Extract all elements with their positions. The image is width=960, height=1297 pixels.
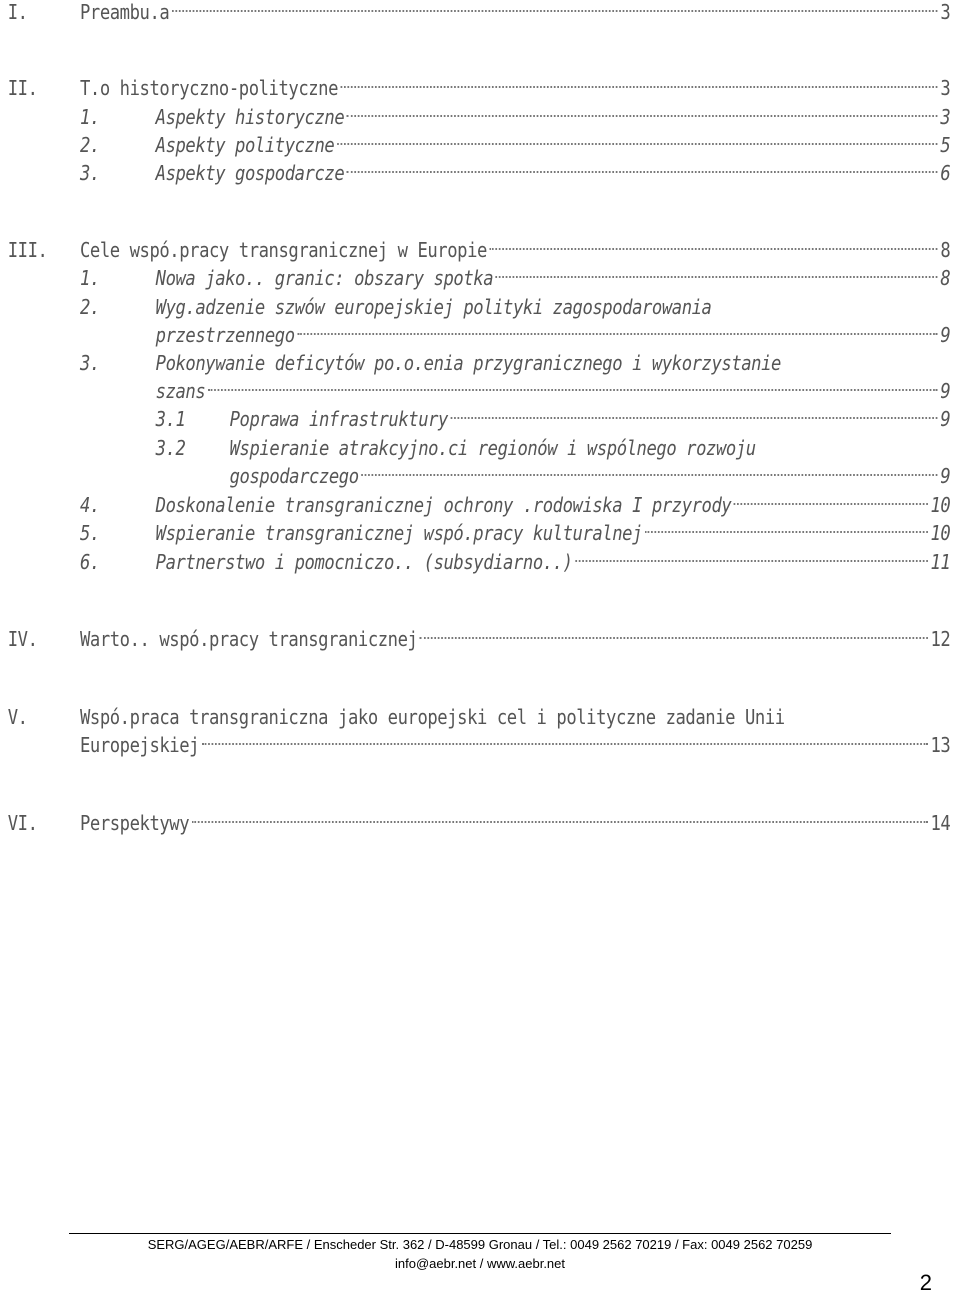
toc-entry-line — [156, 518, 951, 548]
toc-page: 3 — [940, 76, 951, 100]
toc-title: Poprawa infrastruktury — [229, 407, 448, 431]
toc-number: 1. — [79, 105, 100, 129]
leader-dots — [420, 637, 928, 639]
toc-number: III. — [7, 238, 48, 262]
toc-page: 11 — [930, 550, 951, 574]
leader-dots — [575, 560, 928, 562]
toc-entry-wspieranie-atrakcyjnosci-cont[interactable] — [0, 461, 951, 491]
page-number: 2 — [919, 1270, 932, 1295]
toc-number: 5. — [79, 521, 100, 545]
toc-page: 9 — [940, 323, 951, 347]
toc-title: Perspektywy — [79, 811, 190, 835]
toc-entry-wygladzenie-szwow-cont[interactable] — [0, 320, 951, 350]
footer-contact: info@aebr.net / www.aebr.net — [394, 1256, 566, 1271]
toc-entry-line — [80, 0, 950, 27]
toc-entry-line — [156, 263, 951, 293]
leader-dots — [192, 821, 928, 823]
leader-dots — [645, 531, 928, 533]
leader-dots — [202, 743, 928, 745]
leader-dots — [297, 333, 938, 335]
leader-dots — [361, 474, 938, 476]
toc-entry-line — [80, 624, 950, 654]
toc-entry-wspolpraca-cel-europejski-cont[interactable] — [0, 730, 951, 760]
toc-number: 3. — [79, 161, 100, 185]
toc-entry-preambula[interactable] — [0, 0, 951, 27]
footer-address: SERG/AGEG/AEBR/ARFE / Enscheder Str. 362 / D-48599 Gronau / Tel.: 0049 2562 70219 / Fax: 0049 2562 70259 — [147, 1237, 813, 1252]
leader-dots — [208, 389, 938, 391]
toc-page: 9 — [940, 407, 951, 431]
leader-dots — [341, 86, 938, 88]
toc-title: Partnerstwo i pomocniczo.. (subsydiarno..) — [155, 550, 573, 574]
toc-title: Wspó.praca transgraniczna jako europejski cel i polityczne zadanie Unii — [79, 705, 785, 729]
toc-entry-perspektywy[interactable] — [0, 808, 951, 838]
toc-page: 3 — [940, 105, 951, 129]
toc-entry-wspolpraca-cel-europejski[interactable] — [0, 702, 826, 732]
toc-number: 2. — [79, 133, 100, 157]
toc-number: 1. — [79, 266, 100, 290]
toc-entry-line — [80, 808, 950, 838]
toc-title-continued: szans — [155, 379, 206, 403]
toc-title-continued: Europejskiej — [79, 733, 200, 757]
toc-entry-line — [80, 73, 950, 103]
toc-entry-pokonywanie-deficytow[interactable] — [0, 348, 826, 378]
toc-title: T.o historyczno-polityczne — [79, 76, 339, 100]
toc-title: Wspieranie atrakcyjno.ci regionów i wspólnego rozwoju — [229, 436, 756, 460]
toc-entry-line — [156, 376, 951, 406]
toc-title: Pokonywanie deficytów po.o.enia przygranicznego i wykorzystanie — [155, 351, 781, 375]
toc-entry-line — [230, 461, 951, 491]
toc-entry-wartosc-wspolpracy[interactable] — [0, 624, 951, 654]
toc-page: 12 — [930, 627, 951, 651]
toc-title: Warto.. wspó.pracy transgranicznej — [79, 627, 418, 651]
toc-page: 10 — [930, 521, 951, 545]
toc-entry-line — [156, 320, 951, 350]
toc-title: Doskonalenie transgranicznej ochrony .rodowiska I przyrody — [155, 493, 732, 517]
toc-page: 8 — [940, 266, 951, 290]
toc-title: Aspekty gospodarcze — [155, 161, 345, 185]
toc-entry-line — [80, 730, 950, 760]
toc-number: 3.2 — [155, 436, 186, 460]
leader-dots — [451, 417, 938, 419]
toc-entry-aspekty-gospodarcze[interactable] — [0, 158, 951, 188]
toc-entry-line — [156, 102, 951, 132]
toc-entry-line — [156, 490, 951, 520]
toc-title: Aspekty historyczne — [155, 105, 345, 129]
toc-entry-poprawa-infrastruktury[interactable] — [0, 404, 951, 434]
toc-title-continued: gospodarczego — [229, 464, 359, 488]
toc-entry-tlo-historyczno-polityczne[interactable] — [0, 73, 951, 103]
toc-page: 10 — [930, 493, 951, 517]
toc-entry-doskonalenie-ochrony[interactable] — [0, 490, 951, 520]
toc-number: V. — [7, 705, 28, 729]
toc-page: 9 — [940, 464, 951, 488]
toc-entry-line — [156, 547, 951, 577]
leader-dots — [496, 276, 938, 278]
toc-page: 6 — [940, 161, 951, 185]
toc-entry-line — [156, 130, 951, 160]
leader-dots — [347, 115, 938, 117]
toc-page: 9 — [940, 379, 951, 403]
toc-entry-line — [230, 404, 951, 434]
toc-title: Cele wspó.pracy transgranicznej w Europie — [79, 238, 487, 262]
toc-entry-pokonywanie-deficytow-cont[interactable] — [0, 376, 951, 406]
toc-number: IV. — [7, 627, 38, 651]
toc-page: 3 — [940, 0, 951, 24]
toc-entry-wygladzenie-szwow[interactable] — [0, 292, 826, 322]
toc-entry-wspieranie-atrakcyjnosci[interactable] — [0, 433, 826, 463]
toc-number: 4. — [79, 493, 100, 517]
toc-entry-wspieranie-kultury[interactable] — [0, 518, 951, 548]
toc-number: II. — [7, 76, 38, 100]
toc-entry-line — [156, 158, 951, 188]
toc-number: 3.1 — [155, 407, 186, 431]
toc-entry-nowa-jakosc-granic[interactable] — [0, 263, 951, 293]
toc-number: 3. — [79, 351, 100, 375]
toc-title-continued: przestrzennego — [155, 323, 295, 347]
toc-page: 13 — [930, 733, 951, 757]
toc-number: 2. — [79, 295, 100, 319]
toc-title: Aspekty polityczne — [155, 133, 335, 157]
toc-number: VI. — [7, 811, 38, 835]
toc-entry-cele-wspolpracy[interactable] — [0, 235, 951, 265]
toc-number: I. — [7, 0, 28, 24]
toc-entry-aspekty-historyczne[interactable] — [0, 102, 951, 132]
leader-dots — [734, 503, 928, 505]
toc-entry-line — [80, 235, 950, 265]
toc-page: 8 — [940, 238, 951, 262]
toc-page: 14 — [930, 811, 951, 835]
toc-number: 6. — [79, 550, 100, 574]
footer-divider — [69, 1233, 891, 1234]
leader-dots — [347, 171, 938, 173]
toc-entry-partnerstwo[interactable] — [0, 547, 951, 577]
toc-title: Preambu.a — [79, 0, 170, 24]
toc-page: 5 — [940, 133, 951, 157]
leader-dots — [337, 143, 938, 145]
toc-entry-aspekty-polityczne[interactable] — [0, 130, 951, 160]
toc-title: Wyg.adzenie szwów europejskiej polityki zagospodarowania — [155, 295, 712, 319]
leader-dots — [490, 248, 938, 250]
leader-dots — [172, 10, 938, 12]
toc-title: Wspieranie transgranicznej wspó.pracy kulturalnej — [155, 521, 643, 545]
toc-title: Nowa jako.. granic: obszary spotka — [155, 266, 494, 290]
